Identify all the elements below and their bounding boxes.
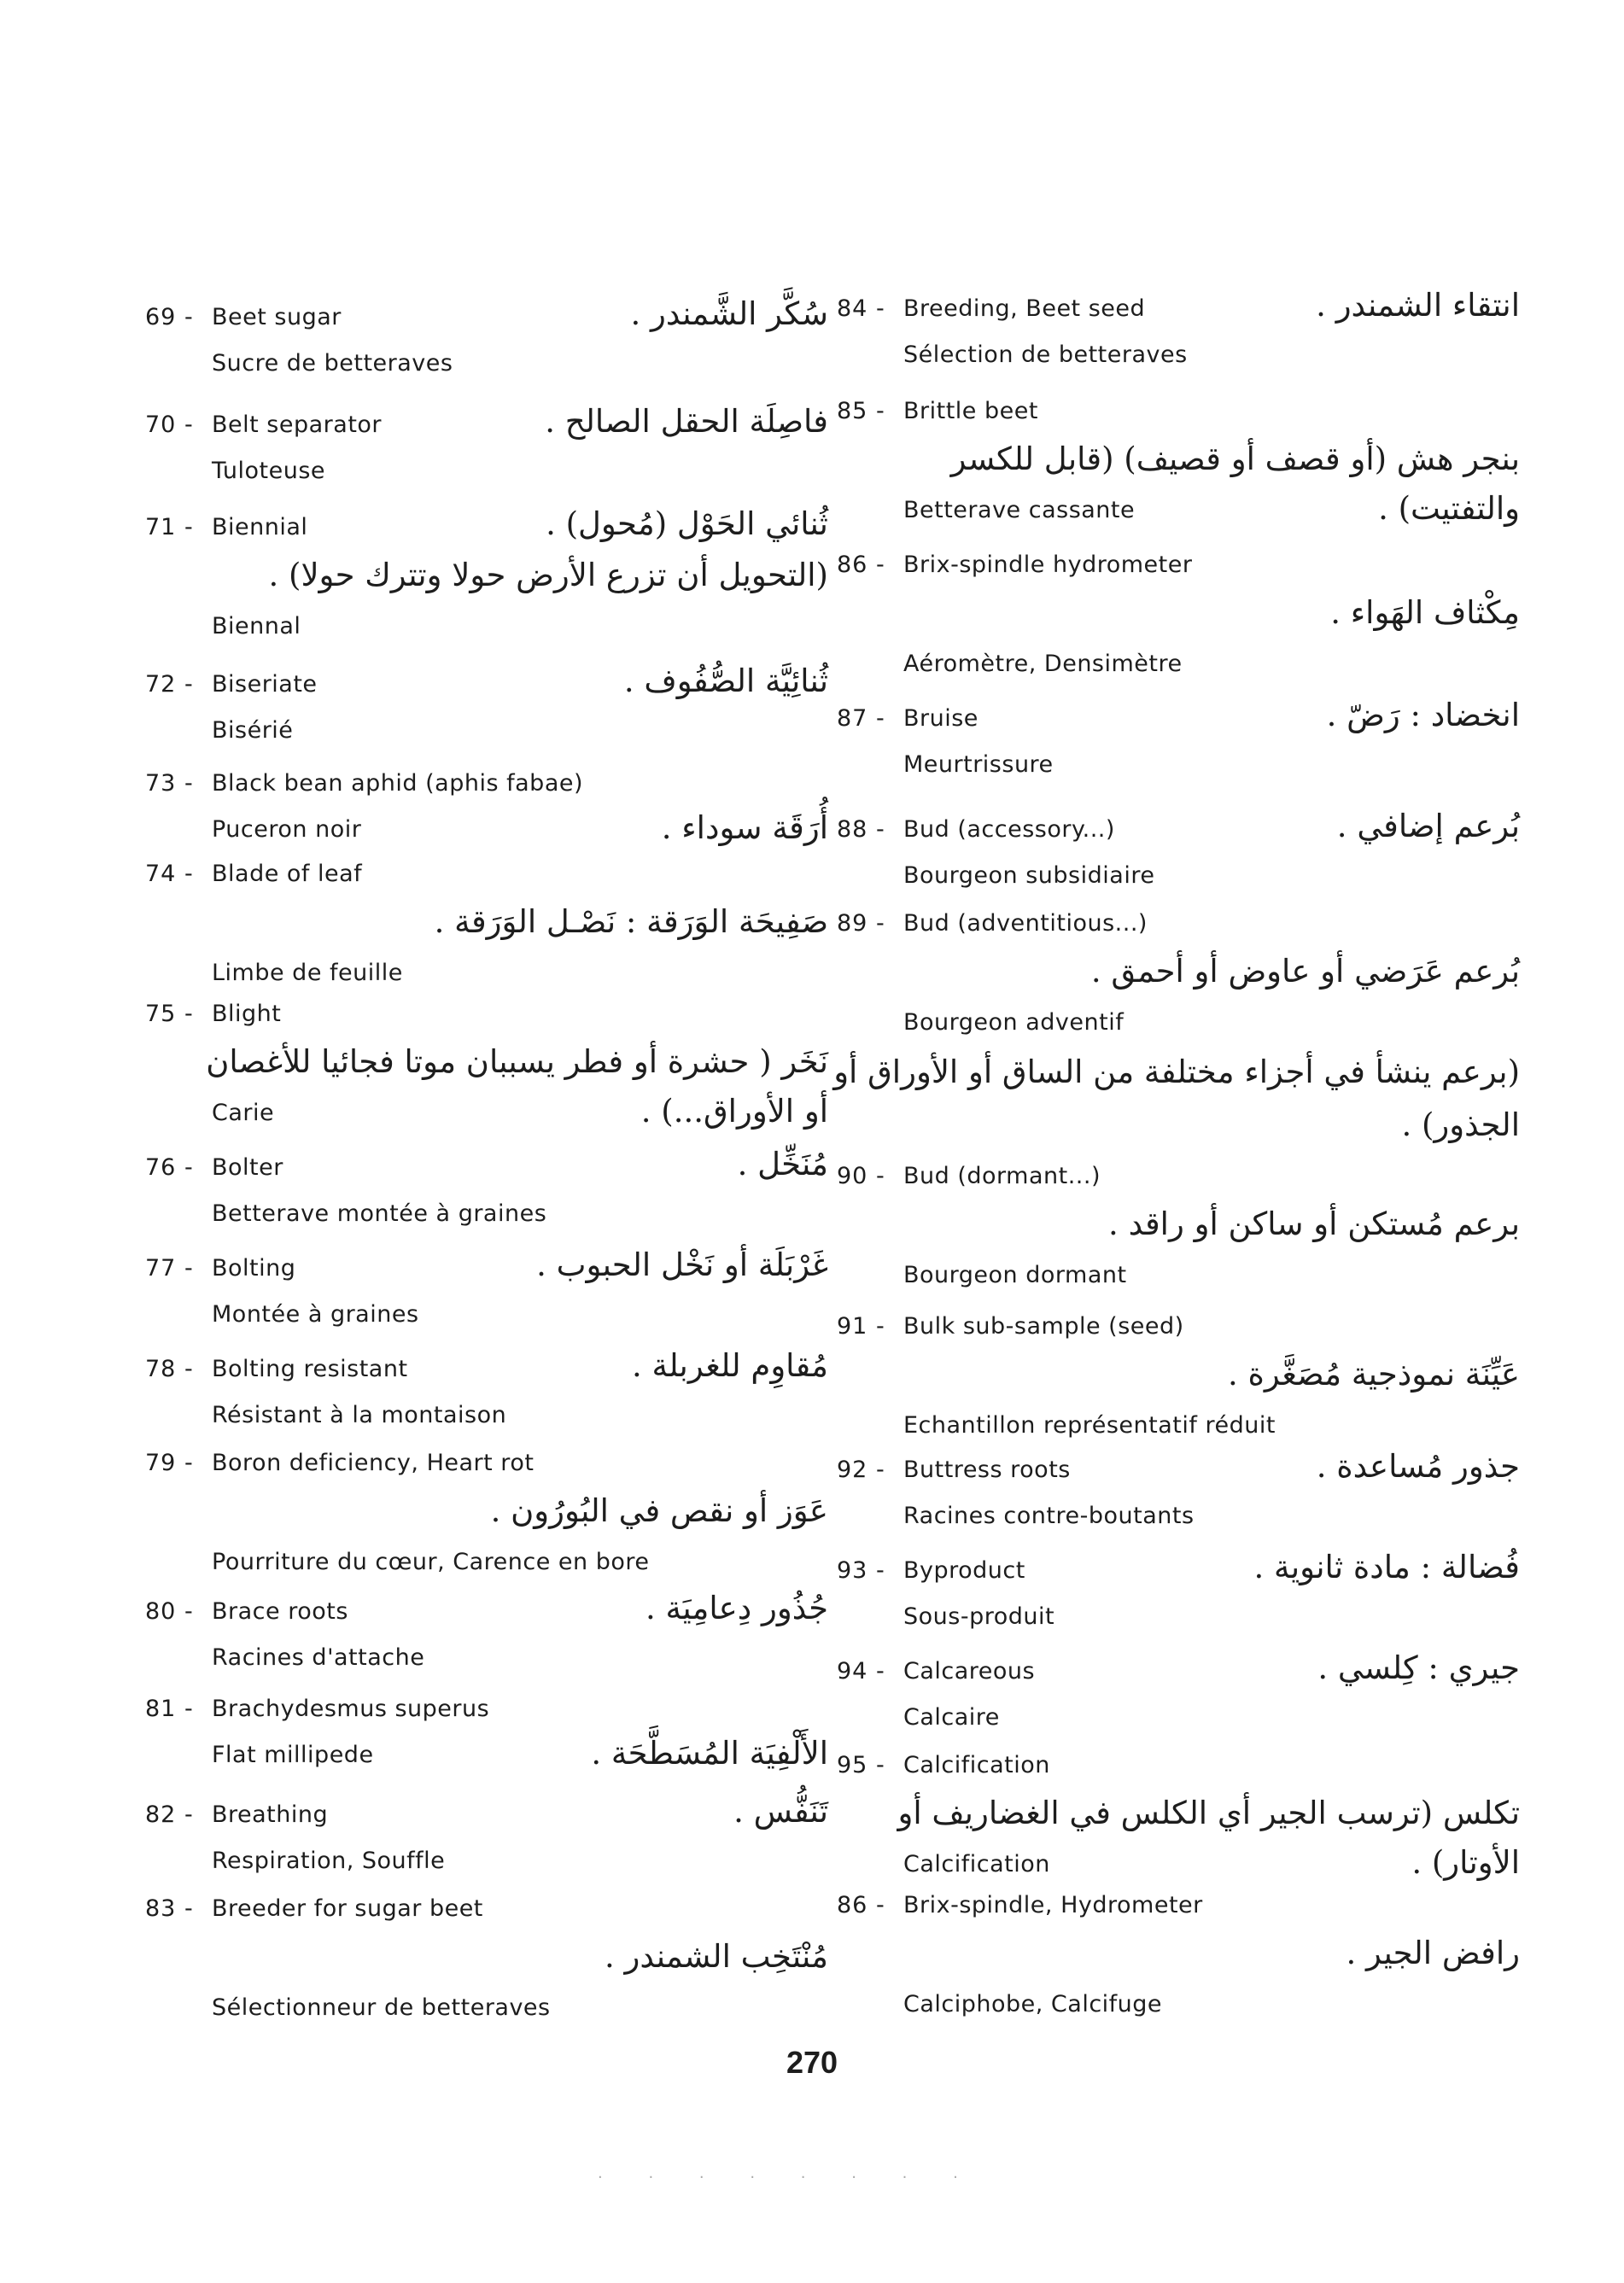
entry xyxy=(145,1890,828,2039)
entry-french: Sélectionneur de betteraves xyxy=(212,1994,551,2021)
entry xyxy=(837,287,1520,386)
entry-term: Brix-spindle, Hydrometer xyxy=(903,1892,1203,1918)
entry-french: Puceron noir xyxy=(212,816,362,843)
entry-arabic-continued: الأوتار) . xyxy=(1411,1844,1520,1881)
entry-arabic: بُرعم إضافي . xyxy=(1336,808,1520,844)
entry xyxy=(837,1887,1520,2035)
entry-french: Echantillon représentatif réduit xyxy=(903,1412,1276,1439)
entry xyxy=(837,1158,1520,1306)
entry-french: Résistant à la montaison xyxy=(212,1402,507,1428)
entry-arabic: ثُنائِيَّة الصُّفُوف . xyxy=(623,663,828,699)
entry-number: 82 - xyxy=(145,1801,194,1828)
entry-number: 88 - xyxy=(837,816,885,843)
entry-number: 85 - xyxy=(837,398,885,424)
entry-french: Flat millipede xyxy=(212,1742,374,1768)
entry-term: Bolting resistant xyxy=(212,1356,408,1382)
entry-french: Calciphobe, Calcifuge xyxy=(903,1991,1163,2017)
page-number: 270 xyxy=(786,2045,838,2080)
entry-number: 90 - xyxy=(837,1163,885,1189)
entry-term: Byproduct xyxy=(903,1557,1025,1584)
entry-term: Breeding, Beet seed xyxy=(903,295,1146,322)
entry-term: Breathing xyxy=(212,1801,329,1828)
entry-term: Bulk sub-sample (seed) xyxy=(903,1313,1184,1340)
entry-french: Betterave montée à graines xyxy=(212,1200,547,1227)
entry xyxy=(145,996,828,1144)
entry-french: Betterave cassante xyxy=(903,497,1136,523)
entry-number: 74 - xyxy=(145,861,194,887)
entry-number: 87 - xyxy=(837,705,885,732)
entry-term: Biennial xyxy=(212,514,308,540)
entry-number: 93 - xyxy=(837,1557,885,1584)
entry xyxy=(837,1308,1520,1457)
entry-arabic: تكلس (ترسب الجير أي الكلس في الغضاريف أو xyxy=(897,1795,1520,1831)
entry-french: Montée à graines xyxy=(212,1301,419,1328)
entry xyxy=(837,1649,1520,1749)
entry-french: Tuloteuse xyxy=(212,458,326,484)
entry-number: 71 - xyxy=(145,514,194,540)
entry-term: Brix-spindle hydrometer xyxy=(903,552,1193,578)
entry-number: 75 - xyxy=(145,1001,194,1027)
entry-term: Boron deficiency, Heart rot xyxy=(212,1450,535,1476)
entry-arabic-continued: والتفتيت) . xyxy=(1378,490,1520,527)
entry-arabic: نَخَر ( حشرة أو فطر يسببان موتا فجائيا للأغصان xyxy=(206,1043,828,1080)
entry-number: 81 - xyxy=(145,1696,194,1722)
entry-number: 72 - xyxy=(145,671,194,698)
entry-number: 86 - xyxy=(837,552,885,578)
entry xyxy=(837,393,1520,541)
entry-arabic: ثُنائي الحَوْل (مُحول) . xyxy=(546,505,828,542)
entry xyxy=(145,1793,828,1892)
entry-arabic: مُقاوِم للغربلة . xyxy=(631,1347,828,1384)
entry-arabic: جُذُور دِعامِيَة . xyxy=(646,1590,828,1626)
entry-arabic: انتقاء الشمندر . xyxy=(1316,287,1520,324)
right-column xyxy=(833,0,1520,2134)
entry xyxy=(145,663,828,762)
entry-french: Pourriture du cœur, Carence en bore xyxy=(212,1549,650,1575)
entry-term: Biseriate xyxy=(212,671,318,698)
entry-number: 95 - xyxy=(837,1752,885,1778)
entry xyxy=(833,905,1520,1159)
entry-term: Belt separator xyxy=(212,412,383,438)
entry-french: Respiration, Souffle xyxy=(212,1848,446,1874)
entry-number: 69 - xyxy=(145,304,194,330)
entry-term: Buttress roots xyxy=(903,1457,1071,1483)
entry-arabic: صَفِيحَة الوَرَقة : نَصْـل الوَرَقة . xyxy=(434,903,828,940)
entry-arabic: انخضاد : رَضّ . xyxy=(1326,697,1520,733)
entry-arabic: جيري : كِلسي . xyxy=(1317,1649,1520,1686)
entry-term: Bud (accessory...) xyxy=(903,816,1115,843)
entry xyxy=(837,1549,1520,1648)
entry-arabic: الأَلْفِيَة المُسَطَّحَة . xyxy=(591,1735,828,1772)
entry-arabic: عَيِّنَة نموذجية مُصَغَّرة . xyxy=(1228,1356,1520,1393)
entry xyxy=(145,1247,828,1346)
entry-term: Beet sugar xyxy=(212,304,342,330)
entry-term: Brace roots xyxy=(212,1598,348,1625)
entry-term: Bud (dormant...) xyxy=(903,1163,1101,1189)
entry-arabic: جذور مُساعدة . xyxy=(1316,1448,1520,1485)
entry-number: 86 - xyxy=(837,1892,885,1918)
entry-number: 94 - xyxy=(837,1658,885,1685)
entry-number: 73 - xyxy=(145,770,194,797)
entry-number: 83 - xyxy=(145,1895,194,1922)
entry-arabic: فاصِلَة الحقل الصالح . xyxy=(545,403,828,440)
entry xyxy=(837,697,1520,796)
entry-number: 79 - xyxy=(145,1450,194,1476)
entry xyxy=(145,765,828,861)
entry-french: Racines d'attache xyxy=(212,1644,425,1671)
entry-arabic: برعم مُستكن أو ساكن أو راقد . xyxy=(1108,1206,1520,1242)
entry-french: Sélection de betteraves xyxy=(903,342,1188,368)
entry-arabic: مِكْثاف الهَواء . xyxy=(1330,594,1520,631)
entry-french: Biennal xyxy=(212,613,301,639)
entry-term: Blight xyxy=(212,1001,282,1027)
entry-french: Limbe de feuille xyxy=(212,960,403,986)
entry-term: Blade of leaf xyxy=(212,861,363,887)
entry-number: 91 - xyxy=(837,1313,885,1340)
entry-arabic: تَنَفُّس . xyxy=(733,1793,828,1830)
entry xyxy=(145,855,828,1004)
entry-term: Black bean aphid (aphis fabae) xyxy=(212,770,584,797)
entry-arabic: مُنَخِّل . xyxy=(737,1146,828,1182)
entry xyxy=(145,1445,828,1593)
entry-term: Bolting xyxy=(212,1255,296,1282)
entry-french: Bourgeon subsidiaire xyxy=(903,862,1155,889)
entry xyxy=(145,1590,828,1689)
entry-arabic: رافض الجير . xyxy=(1346,1935,1520,1971)
left-column xyxy=(145,0,828,2134)
entry-arabic: بنجر هش (أو قصف أو قصيف) (قابل للكسر xyxy=(950,441,1520,477)
entry-arabic: عَوَز أو نقص في البُورُون . xyxy=(490,1492,828,1529)
entry-french: Carie xyxy=(212,1100,275,1126)
entry-term: Bruise xyxy=(903,705,978,732)
entry xyxy=(837,546,1520,695)
entry-arabic: غَرْبَلَة أو نَخْل الحبوب . xyxy=(536,1247,828,1283)
entry-number: 84 - xyxy=(837,295,885,322)
entry-french: Bourgeon dormant xyxy=(903,1262,1127,1288)
entry-arabic-note: (برعم ينشأ في أجزاء مختلفة من الساق أو الأوراق أو xyxy=(833,1054,1520,1090)
entry-french: Bourgeon adventif xyxy=(903,1009,1125,1036)
entry-term: Bud (adventitious...) xyxy=(903,910,1148,937)
entry xyxy=(837,1448,1520,1547)
entry-arabic-continued: (التحويل أن تزرع الأرض حولا وتترك حولا) . xyxy=(268,557,828,593)
entry-number: 92 - xyxy=(837,1457,885,1483)
entry-number: 89 - xyxy=(837,910,885,937)
entry-arabic: أُرَقَة سوداء . xyxy=(661,809,828,846)
entry-number: 76 - xyxy=(145,1154,194,1181)
entry-number: 77 - xyxy=(145,1255,194,1282)
entry-term: Brachydesmus superus xyxy=(212,1696,490,1722)
entry-arabic: سُكَّر الشَّمندر . xyxy=(630,295,828,332)
entry-french: Aéromètre, Densimètre xyxy=(903,651,1183,677)
entry-french: Bisérié xyxy=(212,717,294,744)
entry-number: 70 - xyxy=(145,412,194,438)
entry-french: Meurtrissure xyxy=(903,751,1054,778)
scan-specks: · · · · · · · · xyxy=(598,2169,978,2187)
entry-french: Sucre de betteraves xyxy=(212,350,453,377)
entry-term: Breeder for sugar beet xyxy=(212,1895,483,1922)
entry-term: Calcification xyxy=(903,1752,1050,1778)
entry-french: Calcaire xyxy=(903,1704,1000,1731)
entry-arabic-note-continued: الجذور) . xyxy=(1401,1106,1520,1143)
entry-term: Brittle beet xyxy=(903,398,1038,424)
entry-number: 78 - xyxy=(145,1356,194,1382)
entry-french: Racines contre-boutants xyxy=(903,1503,1195,1529)
entry xyxy=(145,1146,828,1245)
entry xyxy=(145,295,828,394)
entry xyxy=(145,403,828,502)
entry-arabic: فُضالة : مادة ثانوية . xyxy=(1253,1549,1520,1585)
entry xyxy=(837,808,1520,907)
entry-arabic-continued: أو الأوراق...) . xyxy=(640,1093,828,1130)
entry-term: Bolter xyxy=(212,1154,283,1181)
entry-term: Calcareous xyxy=(903,1658,1036,1685)
entry-french: Sous-produit xyxy=(903,1603,1055,1630)
entry xyxy=(145,1690,828,1786)
entry-arabic: بُرعم عَرَضي أو عاوض أو أحمق . xyxy=(1090,953,1520,990)
entry xyxy=(837,1747,1520,1895)
entry-number: 80 - xyxy=(145,1598,194,1625)
entry-arabic: مُنْتَخِب الشمندر . xyxy=(604,1938,828,1975)
entry xyxy=(145,505,828,657)
entry-french: Calcification xyxy=(903,1851,1050,1877)
entry xyxy=(145,1347,828,1446)
